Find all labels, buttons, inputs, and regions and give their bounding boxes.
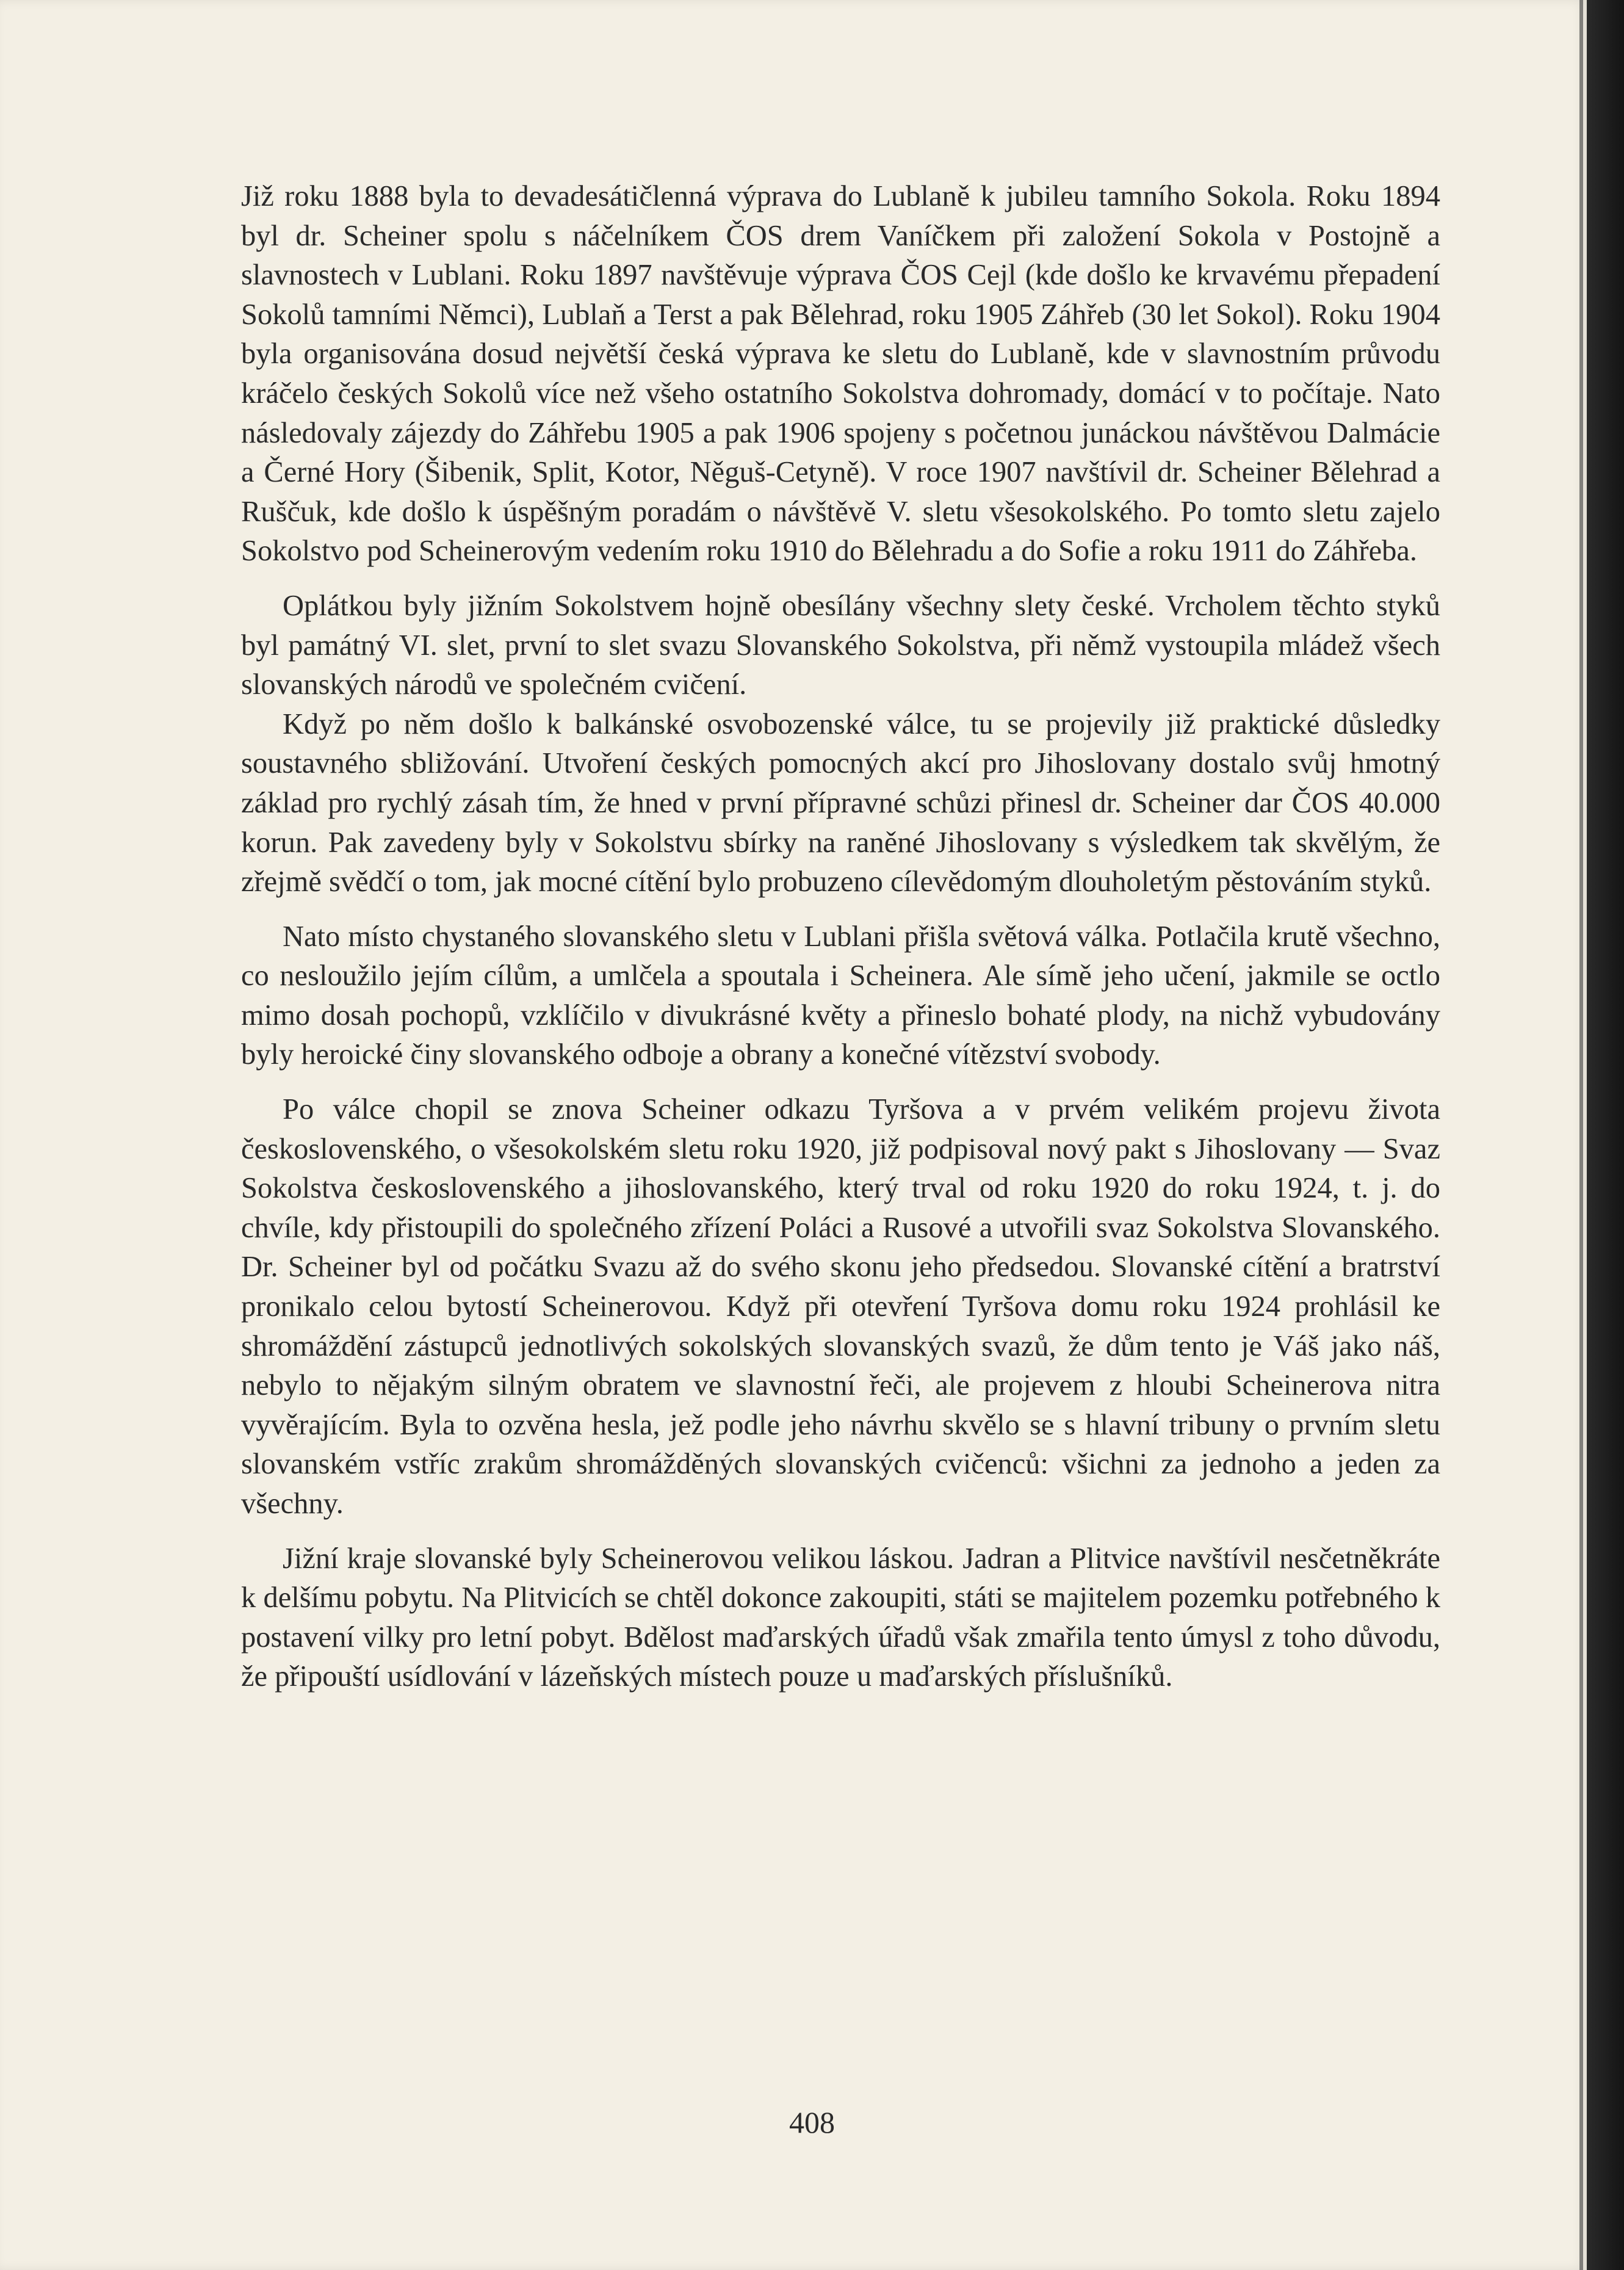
page-edge-shadow <box>1579 0 1583 2270</box>
paragraph-2: Oplátkou byly jižním Sokolstvem hojně obesílány všechny slety české. Vrcholem těchto styků byl památný VI. slet, první to slet svazu Slovanského Sokolstva, při němž vystoupila mládež všech slovanských národů ve společném cvičení. <box>241 589 1440 701</box>
paragraph-3: Když po něm došlo k balkánské osvobozenské válce, tu se projevily již praktické důsledky soustavného sbližování. Utvoření českých pomocných akcí pro Jihoslovany dostalo svůj hmotný základ pro rychlý zásah tím, že hned v první přípravné schůzi přinesl dr. Scheiner dar ČOS 40.000 korun. Pak zavedeny byly v Sokolstvu sbírky na raněné Jihoslovany s výsledkem tak skvělým, že zřejmě svědčí o tom, jak mocné cítění bylo probuzeno cílevědomým dlouholetým pěstováním styků. <box>241 707 1440 898</box>
body-text <box>241 177 1440 1697</box>
paragraph-5: Po válce chopil se znova Scheiner odkazu Tyršova a v prvém velikém projevu života československého, o všesokolském sletu roku 1920, již podpisoval nový pakt s Jihoslovany — Svaz Sokolstva československého a jihoslovanského, který trval od roku 1920 do roku 1924, t. j. do chvíle, kdy přistoupili do společného zřízení Poláci a Rusové a utvořili svaz Sokolstva Slovanského. Dr. Scheiner byl od počátku Svazu až do svého skonu jeho předsedou. Slovanské cítění a bratrství pronikalo celou bytostí Scheinerovou. Když při otevření Tyršova domu roku 1924 prohlásil ke shromáždění zástupců jednotlivých sokolských slovanských svazů, že dům tento je Váš jako náš, nebylo to nějakým silným obratem ve slavnostní řeči, ale projevem z hloubi Scheinerova nitra vyvěrajícím. Byla to ozvěna hesla, jež podle jeho návrhu skvělo se s hlavní tribuny o prvním sletu slovanském vstříc zrakům shromážděných slovanských cvičenců: všichni za jednoho a jeden za všechny. <box>241 1093 1440 1520</box>
paragraph-6: Jižní kraje slovanské byly Scheinerovou velikou láskou. Jadran a Plitvice navštívil nesčetněkráte k delšímu pobytu. Na Plitvicích se chtěl dokonce zakoupiti, státi se majitelem pozemku potřebného k postavení vilky pro letní pobyt. Bdělost maďarských úřadů však zmařila tento úmysl z toho důvodu, že připouští usídlování v lázeňských místech pouze u maďarských příslušníků. <box>241 1542 1440 1693</box>
paragraph-4: Nato místo chystaného slovanského sletu v Lublani přišla světová válka. Potlačila krutě všechno, co nesloužilo jejím cílům, a umlčela a spoutala i Scheinera. Ale símě jeho učení, jakmile se octlo mimo dosah pochopů, vzklíčilo v divukrásné květy a přineslo bohaté plody, na nichž vybudovány byly heroické činy slovanského odboje a obrany a konečné vítězství svobody. <box>241 920 1440 1071</box>
paragraph-1: Již roku 1888 byla to devadesátičlenná výprava do Lublaně k jubileu tamního Sokola. Roku 1894 byl dr. Scheiner spolu s náčelníkem ČOS drem Vaníčkem při založení Sokola v Postojně a slavnostech v Lublani. Roku 1897 navštěvuje výprava ČOS Cejl (kde došlo ke krvavému přepadení Sokolů tamními Němci), Lublaň a Terst a pak Bělehrad, roku 1905 Záhřeb (30 let Sokol). Roku 1904 byla organisována dosud největší česká výprava ke sletu do Lublaně, kde v slavnostním průvodu kráčelo českých Sokolů více než všeho ostatního Sokolstva dohromady, domácí v to počítaje. Nato následovaly zájezdy do Záhřebu 1905 a pak 1906 spojeny s početnou junáckou návštěvou Dalmácie a Černé Hory (Šibenik, Split, Kotor, Něguš-Cetyně). V roce 1907 navštívil dr. Scheiner Bělehrad a Ruščuk, kde došlo k úspěšným poradám o návštěvě V. sletu všesokolského. Po tomto sletu zajelo Sokolstvo pod Scheinerovým vedením roku 1910 do Bělehradu a do Sofie a roku 1911 do Záhřeba. <box>241 180 1440 568</box>
page-number: 408 <box>789 2105 835 2139</box>
scan-background-strip <box>1587 0 1624 2270</box>
